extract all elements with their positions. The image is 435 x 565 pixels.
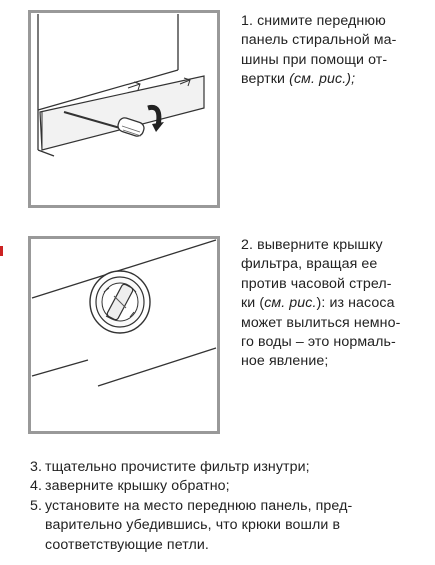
step-2-caption	[241, 236, 429, 372]
step-number: 4.	[30, 478, 43, 495]
caption-text: ): из насоса	[316, 295, 395, 312]
steps-list	[30, 458, 430, 555]
caption-line: может вылиться немно-	[241, 314, 401, 331]
list-item	[30, 536, 430, 555]
step-text: варительно убедившись, что крюки вошли в	[45, 517, 341, 534]
filter-cap-figure	[28, 236, 220, 434]
step-text: тщательно прочистите фильтр изнутри;	[45, 459, 310, 475]
step-number: 5.	[30, 497, 43, 514]
caption-line	[241, 70, 429, 89]
filter-cap-illustration	[28, 236, 220, 434]
step-number: 3.	[30, 459, 43, 475]
caption-line: ное явление;	[241, 353, 329, 370]
screwdriver-panel-figure	[28, 10, 220, 208]
step-text: соответствующие петли.	[45, 536, 209, 553]
screwdriver-panel-illustration	[28, 10, 220, 208]
caption-line: фильтра, вращая ее	[241, 256, 378, 273]
margin-mark	[0, 246, 4, 256]
caption-line: 2. выверните крышку	[241, 237, 383, 253]
caption-line	[241, 294, 429, 313]
caption-line: шины при помощи от-	[241, 51, 388, 68]
caption-line: панель стиральной ма-	[241, 32, 397, 49]
caption-text: вертки	[241, 71, 290, 88]
list-item	[30, 477, 430, 496]
caption-line: 1. снимите переднюю	[241, 13, 386, 29]
step-text: установите на место переднюю панель, пред-	[45, 497, 353, 514]
step-number	[30, 516, 45, 535]
list-item	[30, 458, 430, 477]
step-number	[30, 536, 45, 555]
list-item	[30, 497, 430, 516]
step-text: заверните крышку обратно;	[45, 478, 230, 495]
caption-italic-ref: см. рис.	[264, 295, 317, 312]
caption-italic-ref: (см. рис.);	[289, 71, 356, 88]
caption-line: го воды – это нормаль-	[241, 334, 396, 351]
caption-text: ки (	[241, 295, 265, 312]
step-1-caption	[241, 12, 429, 90]
list-item	[30, 516, 430, 535]
caption-line: против часовой стрел-	[241, 275, 392, 292]
